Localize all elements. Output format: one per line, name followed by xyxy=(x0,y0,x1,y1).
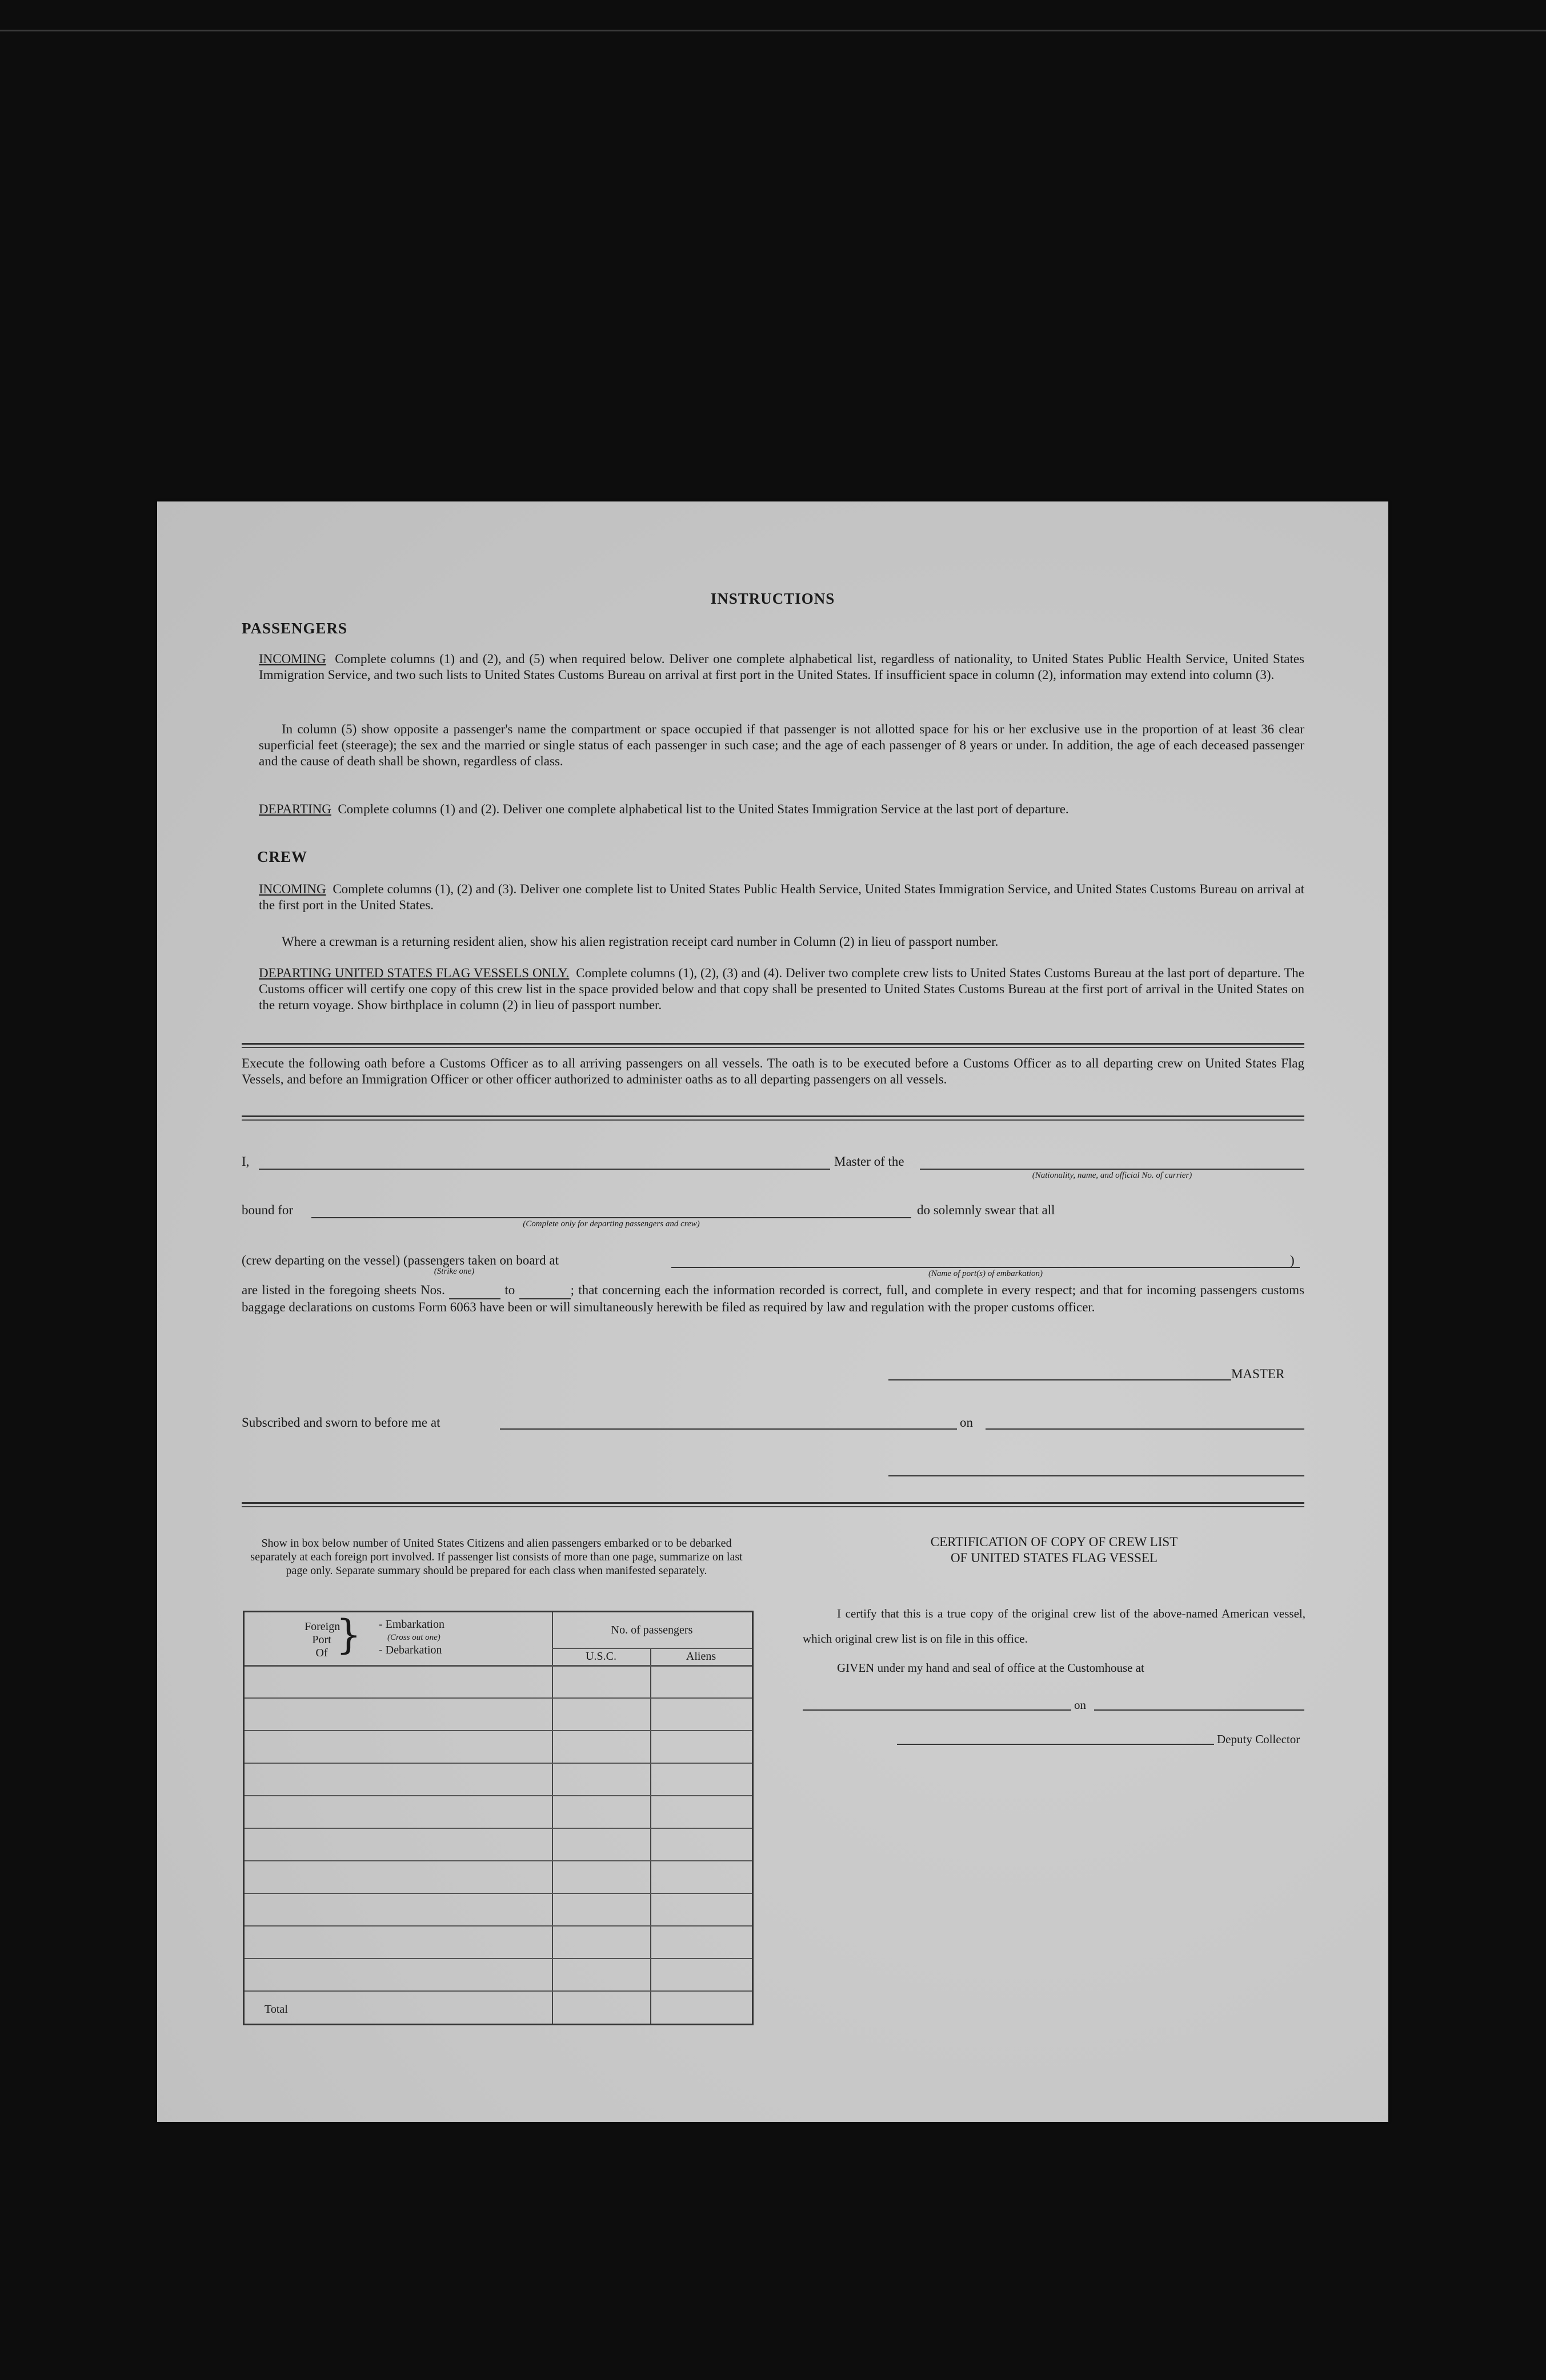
passengers-column5-paragraph: In column (5) show opposite a passenger's name the compartment or space occupied if that passenger is not allotted space for his or her exclusive use in the proportion of at least 36 clear superficial feet (steerage); the sex and the married or single status of each passenger in such case; and the age of each passenger of 8 years or under. In addition, the age of each deceased passenger and the cause of death shall be shown, regardless of class. xyxy=(259,722,1304,768)
no-passengers-header: No. of passengers xyxy=(611,1624,693,1636)
listed-paragraph xyxy=(242,1282,1304,1315)
crew-heading: CREW xyxy=(257,848,308,865)
listed-text-b: ; that concerning each the information recorded is correct, full, and complete in every respect; and that for incoming passengers customs baggage declarations on customs Form 6063 have been or will simultaneously herewith be filed as required by law and regulation with the proper customs officer. xyxy=(242,1283,1305,1314)
close-paren: ) xyxy=(1290,1253,1295,1267)
table-row xyxy=(245,1893,752,1894)
summary-note: Show in box below number of United States Citizens and alien passengers embarked or to be debarked separately at each foreign port involved. If passenger list consists of more than one page, summarize on last page only. Separate summary should be prepared for each class when manifested separately. xyxy=(250,1537,743,1577)
document-page xyxy=(157,501,1388,2122)
certification-heading-line1: CERTIFICATION OF COPY OF CREW LIST xyxy=(930,1535,1178,1549)
crew-incoming-text: Complete columns (1), (2) and (3). Deliver one complete list to United States Public Health Service, United States Immigration Service, and United States Customs Bureau on arrival at the first port in the United States. xyxy=(259,882,1305,912)
oath-intro: Execute the following oath before a Customs Officer as to all arriving passengers on all vessels. The oath is to be executed before a Customs Officer as to all departing crew on United States Flag Vessels, and before an Immigration Officer or other officer authorized to administer oaths as to all departing passengers on all vessels. xyxy=(242,1056,1304,1086)
officer-signature-field[interactable] xyxy=(888,1475,1304,1476)
table-row xyxy=(245,1958,752,1959)
subscribed-label: Subscribed and sworn to before me at xyxy=(242,1415,440,1430)
table-row xyxy=(245,1697,752,1699)
brace-icon: } xyxy=(336,1611,362,1658)
carrier-field[interactable] xyxy=(920,1169,1304,1170)
table-row xyxy=(245,1763,752,1764)
crew-departing-label: DEPARTING UNITED STATES FLAG VESSELS ONLY. xyxy=(259,966,570,980)
carrier-caption: (Nationality, name, and official No. of carrier) xyxy=(1032,1171,1192,1180)
passengers-incoming-text: Complete columns (1) and (2), and (5) when required below. Deliver one complete alphabetical list, regardless of nationality, to United States Public Health Service, United States Immigration Service, and two such lists to United States Customs Bureau on arrival at first port in the United States. If insufficient space in column (2), information may extend into column (3). xyxy=(259,652,1304,682)
bound-for-label: bound for xyxy=(242,1203,294,1217)
passenger-summary-table xyxy=(243,1611,754,2025)
table-row xyxy=(245,1795,752,1796)
master-signature-field[interactable] xyxy=(888,1379,1231,1380)
listed-text-a: are listed in the foregoing sheets Nos. xyxy=(242,1283,445,1297)
page-title: INSTRUCTIONS xyxy=(710,590,835,607)
oath-divider xyxy=(242,1115,1304,1117)
bound-for-caption: (Complete only for departing passengers and crew) xyxy=(523,1219,700,1229)
column-divider xyxy=(650,1648,651,2024)
crew-incoming-label: INCOMING xyxy=(259,882,326,896)
sheet-to-field[interactable] xyxy=(519,1282,571,1299)
debarkation-option[interactable]: - Debarkation xyxy=(379,1644,442,1656)
customhouse-place-field[interactable] xyxy=(803,1709,1071,1711)
deputy-collector-label: Deputy Collector xyxy=(1217,1732,1300,1746)
master-of-label: Master of the xyxy=(834,1154,904,1169)
swear-label: do solemnly swear that all xyxy=(917,1203,1055,1217)
passengers-departing-label: DEPARTING xyxy=(259,802,331,816)
port-label: Port xyxy=(312,1634,331,1646)
certification-heading-line2: OF UNITED STATES FLAG VESSEL xyxy=(951,1551,1158,1565)
passengers-incoming-label: INCOMING xyxy=(259,652,326,666)
aliens-header: Aliens xyxy=(686,1650,716,1663)
foreign-label: Foreign xyxy=(305,1620,341,1633)
passengers-incoming-paragraph xyxy=(259,651,1304,683)
certification-on-label: on xyxy=(1074,1698,1086,1712)
subscribed-place-field[interactable] xyxy=(500,1428,957,1430)
of-label: Of xyxy=(315,1647,328,1659)
section-divider-inner xyxy=(242,1047,1304,1048)
certify-text: I certify that this is a true copy of the original crew list of the above-named American vessel, which original crew list is on file in this office. xyxy=(803,1607,1305,1645)
cross-out-caption: (Cross out one) xyxy=(387,1633,440,1642)
bound-for-field[interactable] xyxy=(311,1217,911,1218)
section-divider xyxy=(242,1043,1304,1045)
deputy-signature-field[interactable] xyxy=(897,1744,1214,1745)
crew-resident-paragraph: Where a crewman is a returning resident alien, show his alien registration receipt card number in Column (2) in lieu of passport number. xyxy=(282,934,999,949)
film-border-line xyxy=(0,30,1546,31)
oath-divider-inner xyxy=(242,1119,1304,1121)
crew-departing-label: (crew departing on the vessel) (passengers taken on board at xyxy=(242,1253,559,1267)
embarkation-caption: (Name of port(s) of embarkation) xyxy=(928,1269,1043,1278)
crew-departing-text: Complete columns (1), (2), (3) and (4). Deliver two complete crew lists to United States Customs Bureau at the last port of departure. The Customs officer will certify one copy of this crew list in the space provided below and that copy shall be presented to United States Customs Bureau at the first port of arrival in the United States on the return voyage. Show birthplace in column (2) in lieu of passport number. xyxy=(259,966,1305,1012)
passengers-departing-text: Complete columns (1) and (2). Deliver one complete alphabetical list to the United States Immigration Service at the last port of departure. xyxy=(338,802,1069,816)
oath-i-label: I, xyxy=(242,1154,250,1169)
total-label: Total xyxy=(265,2003,288,2016)
table-row xyxy=(245,1828,752,1829)
passengers-departing-paragraph xyxy=(259,801,1304,817)
total-row-line xyxy=(245,1990,752,1992)
table-row xyxy=(245,1860,752,1861)
sheet-from-field[interactable] xyxy=(449,1282,500,1299)
certification-heading xyxy=(803,1534,1305,1566)
subscribed-on-label: on xyxy=(960,1415,973,1430)
certification-date-field[interactable] xyxy=(1094,1709,1304,1711)
embarkation-port-field[interactable] xyxy=(671,1267,1300,1268)
summary-divider xyxy=(242,1502,1304,1504)
column-divider xyxy=(552,1612,553,2024)
header-divider xyxy=(552,1648,752,1649)
master-name-field[interactable] xyxy=(259,1169,830,1170)
crew-incoming-paragraph xyxy=(259,881,1304,913)
header-bottom-line xyxy=(245,1665,752,1667)
usc-header: U.S.C. xyxy=(586,1650,616,1663)
crew-departing-paragraph xyxy=(259,965,1304,1013)
passengers-heading: PASSENGERS xyxy=(242,620,348,637)
table-row xyxy=(245,1730,752,1731)
subscribed-date-field[interactable] xyxy=(986,1428,1304,1430)
given-text: GIVEN under my hand and seal of office at the Customhouse at xyxy=(837,1661,1144,1675)
strike-one-caption: (Strike one) xyxy=(434,1267,475,1276)
master-signature-label: MASTER xyxy=(1231,1367,1285,1381)
listed-to: to xyxy=(504,1283,515,1297)
embarkation-option[interactable]: - Embarkation xyxy=(379,1618,444,1631)
summary-divider-inner xyxy=(242,1506,1304,1507)
table-row xyxy=(245,1925,752,1927)
